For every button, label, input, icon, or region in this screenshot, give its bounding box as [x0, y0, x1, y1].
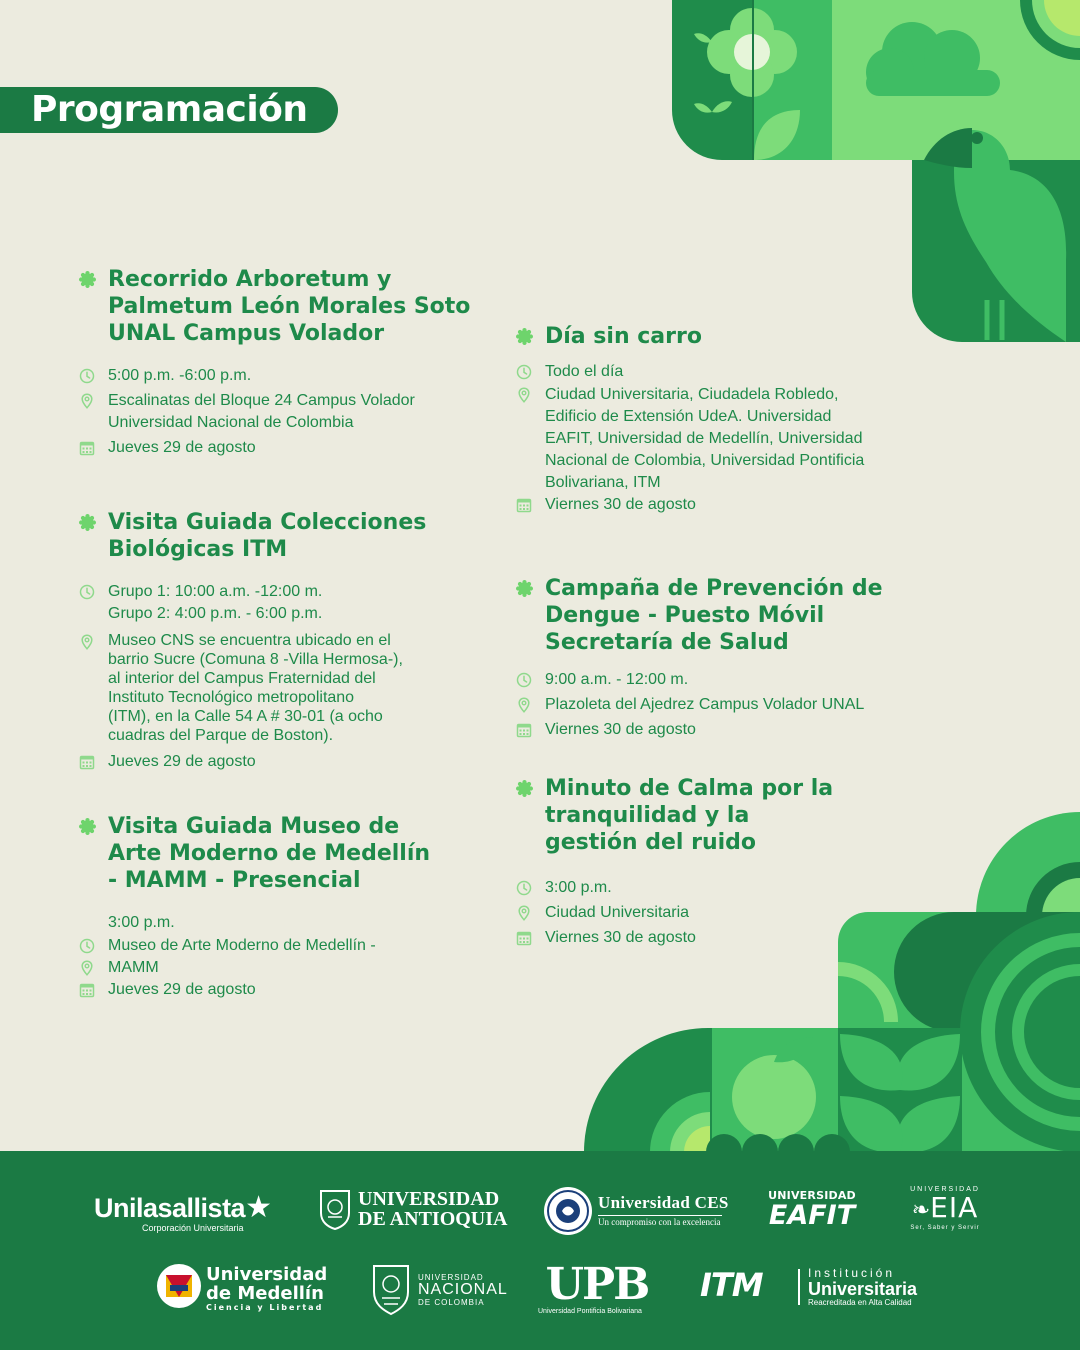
event-time: Todo el día [516, 361, 916, 383]
event-title: Recorrido Arboretum y Palmetum León Morales Soto UNAL Campus Volador [79, 266, 479, 347]
map-pin-icon [516, 387, 532, 403]
unal-seal-icon [370, 1260, 412, 1316]
event-date: Jueves 29 de agosto [79, 437, 479, 459]
calendar-icon [516, 497, 532, 513]
top-right-decoration [672, 0, 1080, 342]
map-pin-icon [516, 905, 532, 921]
map-pin-icon [79, 634, 95, 650]
event-time: 3:00 p.m. [516, 877, 916, 899]
udem-seal-icon [156, 1263, 202, 1309]
clock-icon [79, 584, 95, 600]
sponsor-footer: Unilasallista★ Corporación Universitaria UNIVERSIDAD DE ANTIOQUIA Universidad CES Un compromiso con la excelencia UNIVERSIDAD EAFIT UNIVERSIDAD ❧EIA Ser, Saber y Servir Universidad de Medellín Ciencia y Libertad UNIVERSIDAD NACIONAL DE COLOMBIA UPB Universidad Pontificia Bolivariana ITM Institución Universitaria Reacreditada en Alta Calidad [0, 1151, 1080, 1350]
map-pin-icon [79, 960, 95, 976]
sun-bullet-icon [79, 271, 96, 288]
event-title: Día sin carro [516, 323, 916, 350]
clock-icon [79, 938, 95, 954]
ces-seal-icon [542, 1185, 594, 1237]
event-time: 3:00 p.m. [108, 914, 175, 931]
event-place: Plazoleta del Ajedrez Campus Volador UNAL [516, 694, 916, 716]
event-arboretum [79, 266, 479, 459]
event-place: Ciudad Universitaria [516, 902, 916, 924]
calendar-icon [516, 722, 532, 738]
map-pin-icon [516, 697, 532, 713]
calendar-icon [79, 982, 95, 998]
event-time: 5:00 p.m. -6:00 p.m. [79, 365, 479, 387]
sun-bullet-icon [516, 328, 533, 345]
event-title: Campaña de Prevención de Dengue - Puesto Móvil Secretaría de Salud [516, 575, 916, 656]
sun-bullet-icon [516, 580, 533, 597]
event-time: Grupo 1: 10:00 a.m. -12:00 m. Grupo 2: 4:00 p.m. - 6:00 p.m. [79, 581, 479, 625]
event-dia-sin-carro [516, 323, 916, 516]
event-place: Museo de Arte Moderno de Medellín - MAMM [79, 935, 479, 979]
event-title: Minuto de Calma por la tranquilidad y la gestión del ruido [516, 775, 916, 856]
event-colecciones [79, 509, 479, 773]
clock-icon [516, 364, 532, 380]
map-pin-icon [79, 393, 95, 409]
event-mamm [79, 813, 479, 1001]
event-date: Jueves 29 de agosto [79, 751, 479, 773]
event-title: Visita Guiada Museo de Arte Moderno de Medellín - MAMM - Presencial [79, 813, 479, 894]
event-date: Viernes 30 de agosto [516, 927, 916, 949]
clock-icon [516, 672, 532, 688]
event-place: Ciudad Universitaria, Ciudadela Robledo, Edificio de Extensión UdeA. Universidad EAFIT, Universidad de Medellín, Universidad Nacional de Colombia, Universidad Pontificia Bolivariana, ITM [516, 384, 916, 494]
udea-seal-icon [318, 1187, 352, 1231]
event-date: Viernes 30 de agosto [516, 719, 916, 741]
sun-bullet-icon [79, 818, 96, 835]
event-place: Escalinatas del Bloque 24 Campus Volador Universidad Nacional de Colombia [79, 390, 479, 434]
clock-icon [79, 368, 95, 384]
page-title: Programación [0, 87, 338, 133]
sun-bullet-icon [516, 780, 533, 797]
clock-icon [516, 880, 532, 896]
calendar-icon [516, 930, 532, 946]
event-title: Visita Guiada Colecciones Biológicas ITM [79, 509, 479, 563]
eia-symbol-icon: ❧ [911, 1197, 931, 1222]
star-icon: ★ [245, 1191, 272, 1224]
logo-eafit: UNIVERSIDAD EAFIT [768, 1189, 856, 1231]
logo-unilasallista: Unilasallista★ Corporación Universitaria [94, 1191, 272, 1233]
event-time: 9:00 a.m. - 12:00 m. [516, 669, 916, 691]
logo-upb: UPB Universidad Pontificia Bolivariana [538, 1259, 649, 1315]
calendar-icon [79, 754, 95, 770]
calendar-icon [79, 440, 95, 456]
event-date: Viernes 30 de agosto [516, 494, 916, 516]
event-minuto-calma [516, 775, 916, 949]
logo-eia: UNIVERSIDAD ❧EIA Ser, Saber y Servir [910, 1186, 980, 1231]
event-date: Jueves 29 de agosto [79, 979, 479, 1001]
event-dengue [516, 575, 916, 741]
event-place: Museo CNS se encuentra ubicado en el barrio Sucre (Comuna 8 -Villa Hermosa-), al interior del Campus Fraternidad del Instituto Tecnológico metropolitano (ITM), en la Calle 54 A # 30-01 (a ocho cuadras del Parque de Boston). [79, 631, 479, 745]
sun-bullet-icon [79, 514, 96, 531]
